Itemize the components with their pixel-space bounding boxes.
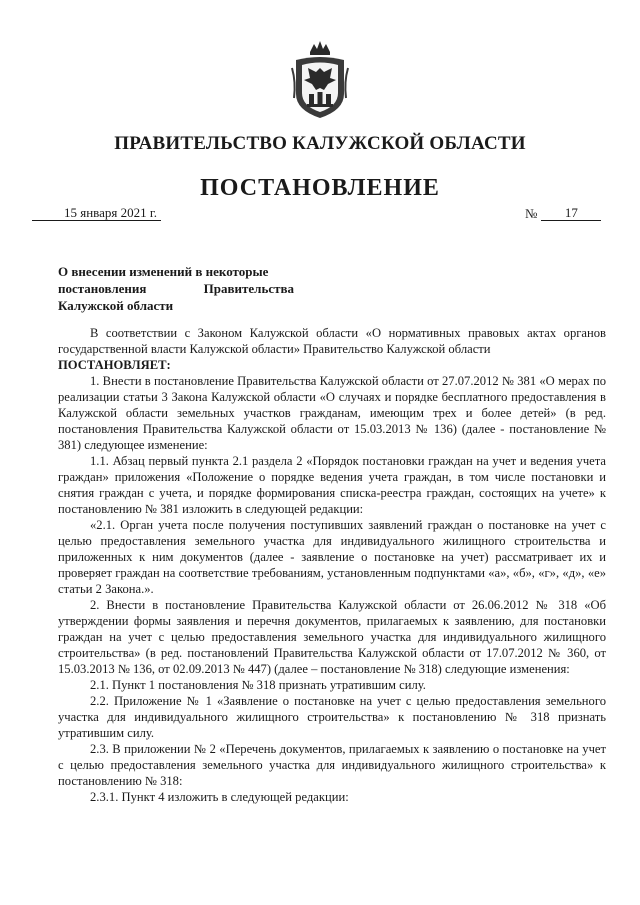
- subject-line-1: О внесении изменений в некоторые: [58, 264, 269, 279]
- decree-colon: :: [166, 358, 171, 372]
- subject-line-2-right: Правительства: [203, 281, 294, 296]
- document-date: 15 января 2021 г.: [32, 205, 161, 221]
- paragraph-1: 1. Внести в постановление Правительства Калужской области от 27.07.2012 № 381 «О мерах по реализации статьи 3 Закона Калужской области «О случаях и порядке бесплатного предоставления в Калужской области земельных участков гражданам, имеющим трех и более детей» (в ред. постановления Правительства Калужской области от 15.03.2013 № 136) (далее - постановление № 381) следующее изменение:: [58, 374, 606, 452]
- document-number-field: [525, 205, 601, 221]
- paragraph-2-1: 2.1. Пункт 1 постановления № 318 признать утратившим силу.: [90, 678, 426, 692]
- paragraph-2-3: 2.3. В приложении № 2 «Перечень документов, прилагаемых к заявлению о постановке на учет с целью предоставления земельного участка для индивидуального жилищного строительства» к постановлению № 318:: [58, 742, 606, 788]
- paragraph-1-1: 1.1. Абзац первый пункта 2.1 раздела 2 «Порядок постановки граждан на учет и ведения учета граждан» приложения «Положение о порядке ведения учета граждан, в том числе постановки и снятия граждан с учета, и порядке формирования списка-реестра граждан, состоящих на учете» к постановлению № 381 изложить в следующей редакции:: [58, 454, 606, 516]
- subject-line-2-left: постановления: [58, 281, 147, 296]
- government-title: ПРАВИТЕЛЬСТВО КАЛУЖСКОЙ ОБЛАСТИ: [114, 133, 526, 154]
- document-number: 17: [541, 205, 601, 221]
- quoted-paragraph-2-1: «2.1. Орган учета после получения поступивших заявлений граждан о постановке на учет с целью предоставления земельного участка для индивидуального жилищного строительства и приложенных к ним документов (далее - заявление о постановке на учет) рассматривает их и проверяет граждан на соответствие требованиям, установленным подпунктами «а», «б», «г», «д», «е» статьи 2 Закона.».: [58, 518, 606, 596]
- intro-text: В соответствии с Законом Калужской области «О нормативных правовых актах органов государственной власти Калужской области» Правительство Калужской области: [58, 326, 606, 356]
- intro-paragraph: [58, 325, 606, 373]
- paragraph-2-3-1: 2.3.1. Пункт 4 изложить в следующей редакции:: [90, 790, 349, 804]
- decree-word: ПОСТАНОВЛЯЕТ: [58, 358, 167, 372]
- paragraph-2-2: 2.2. Приложение № 1 «Заявление о постановке на учет с целью предоставления земельного участка для индивидуального жилищного строительства» к постановлению № 318 признать утратившим силу.: [58, 694, 606, 740]
- document-subject: [58, 263, 294, 314]
- subject-line-2: [58, 280, 294, 297]
- number-sign: №: [525, 206, 538, 221]
- document-body: [58, 325, 606, 805]
- paragraph-2: 2. Внести в постановление Правительства Калужской области от 26.06.2012 № 318 «Об утверждении формы заявления и перечня документов, прилагаемых к заявлению, для постановки граждан на учет с целью предоставления земельного участка для индивидуального жилищного строительства» (в ред. постановлений Правительства Калужской области от 17.07.2012 № 360, от 15.03.2013 № 136, от 02.09.2013 № 447) (далее – постановление № 318) следующие изменения:: [58, 598, 606, 676]
- coat-of-arms-emblem: [288, 38, 352, 122]
- document-type-title: ПОСТАНОВЛЕНИЕ: [200, 175, 440, 201]
- subject-line-3: Калужской области: [58, 298, 174, 313]
